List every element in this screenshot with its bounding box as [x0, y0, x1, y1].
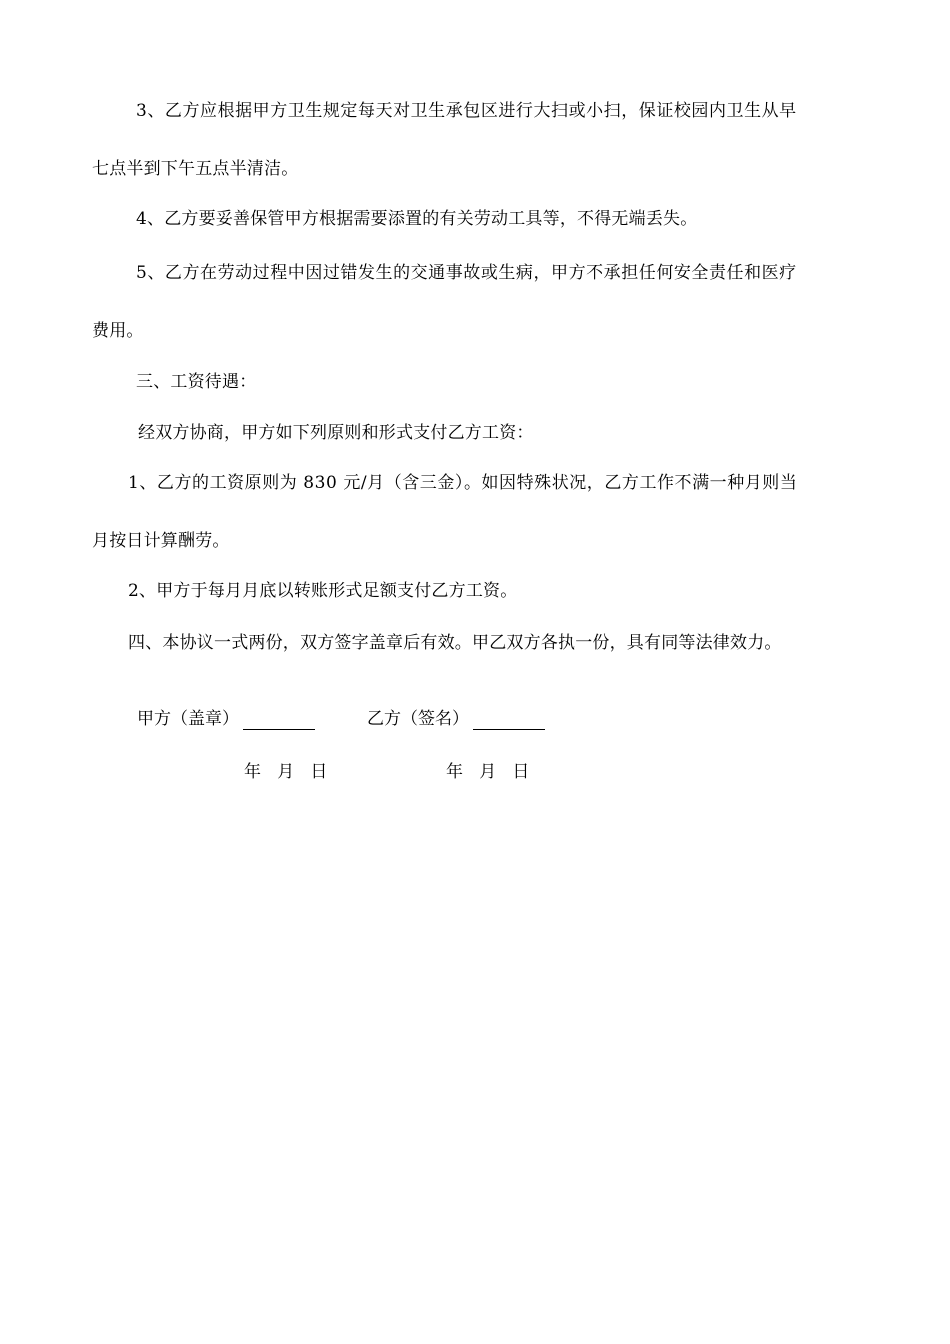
party-a-seal-blank[interactable]: [243, 711, 315, 730]
party-a-label: 甲方（盖章）: [137, 709, 239, 729]
paragraph-clause-3-line-2: 七点半到下午五点半清洁。: [92, 159, 299, 179]
paragraph-clause-5-line-2: 费用。: [92, 321, 144, 341]
party-b-label: 乙方（签名）: [367, 709, 469, 729]
section-heading-validity: 四、本协议一式两份，双方签字盖章后有效。甲乙双方各执一份，具有同等法律效力。: [128, 633, 782, 653]
date-party-b: 年 月 日: [446, 762, 530, 782]
signature-party-b: [367, 708, 545, 730]
paragraph-wage-1-line-2: 月按日计算酬劳。: [92, 531, 230, 551]
paragraph-wages-intro: 经双方协商，甲方如下列原则和形式支付乙方工资：: [138, 423, 534, 443]
party-b-sign-blank[interactable]: [473, 711, 545, 730]
paragraph-clause-3-line-1: 3、乙方应根据甲方卫生规定每天对卫生承包区进行大扫或小扫，保证校园内卫生从早: [136, 101, 797, 121]
section-heading-wages: 三、工资待遇：: [136, 372, 257, 392]
paragraph-clause-4: 4、乙方要妥善保管甲方根据需要添置的有关劳动工具等，不得无端丢失。: [136, 209, 698, 229]
paragraph-wage-1-line-1: 1、乙方的工资原则为 830 元/月（含三金）。如因特殊状况，乙方工作不满一种月则当: [128, 473, 798, 493]
paragraph-clause-5-line-1: 5、乙方在劳动过程中因过错发生的交通事故或生病，甲方不承担任何安全责任和医疗: [136, 263, 797, 283]
paragraph-wage-2: 2、甲方于每月月底以转账形式足额支付乙方工资。: [128, 581, 518, 601]
date-party-a: 年 月 日: [244, 762, 328, 782]
signature-party-a: [137, 708, 315, 730]
